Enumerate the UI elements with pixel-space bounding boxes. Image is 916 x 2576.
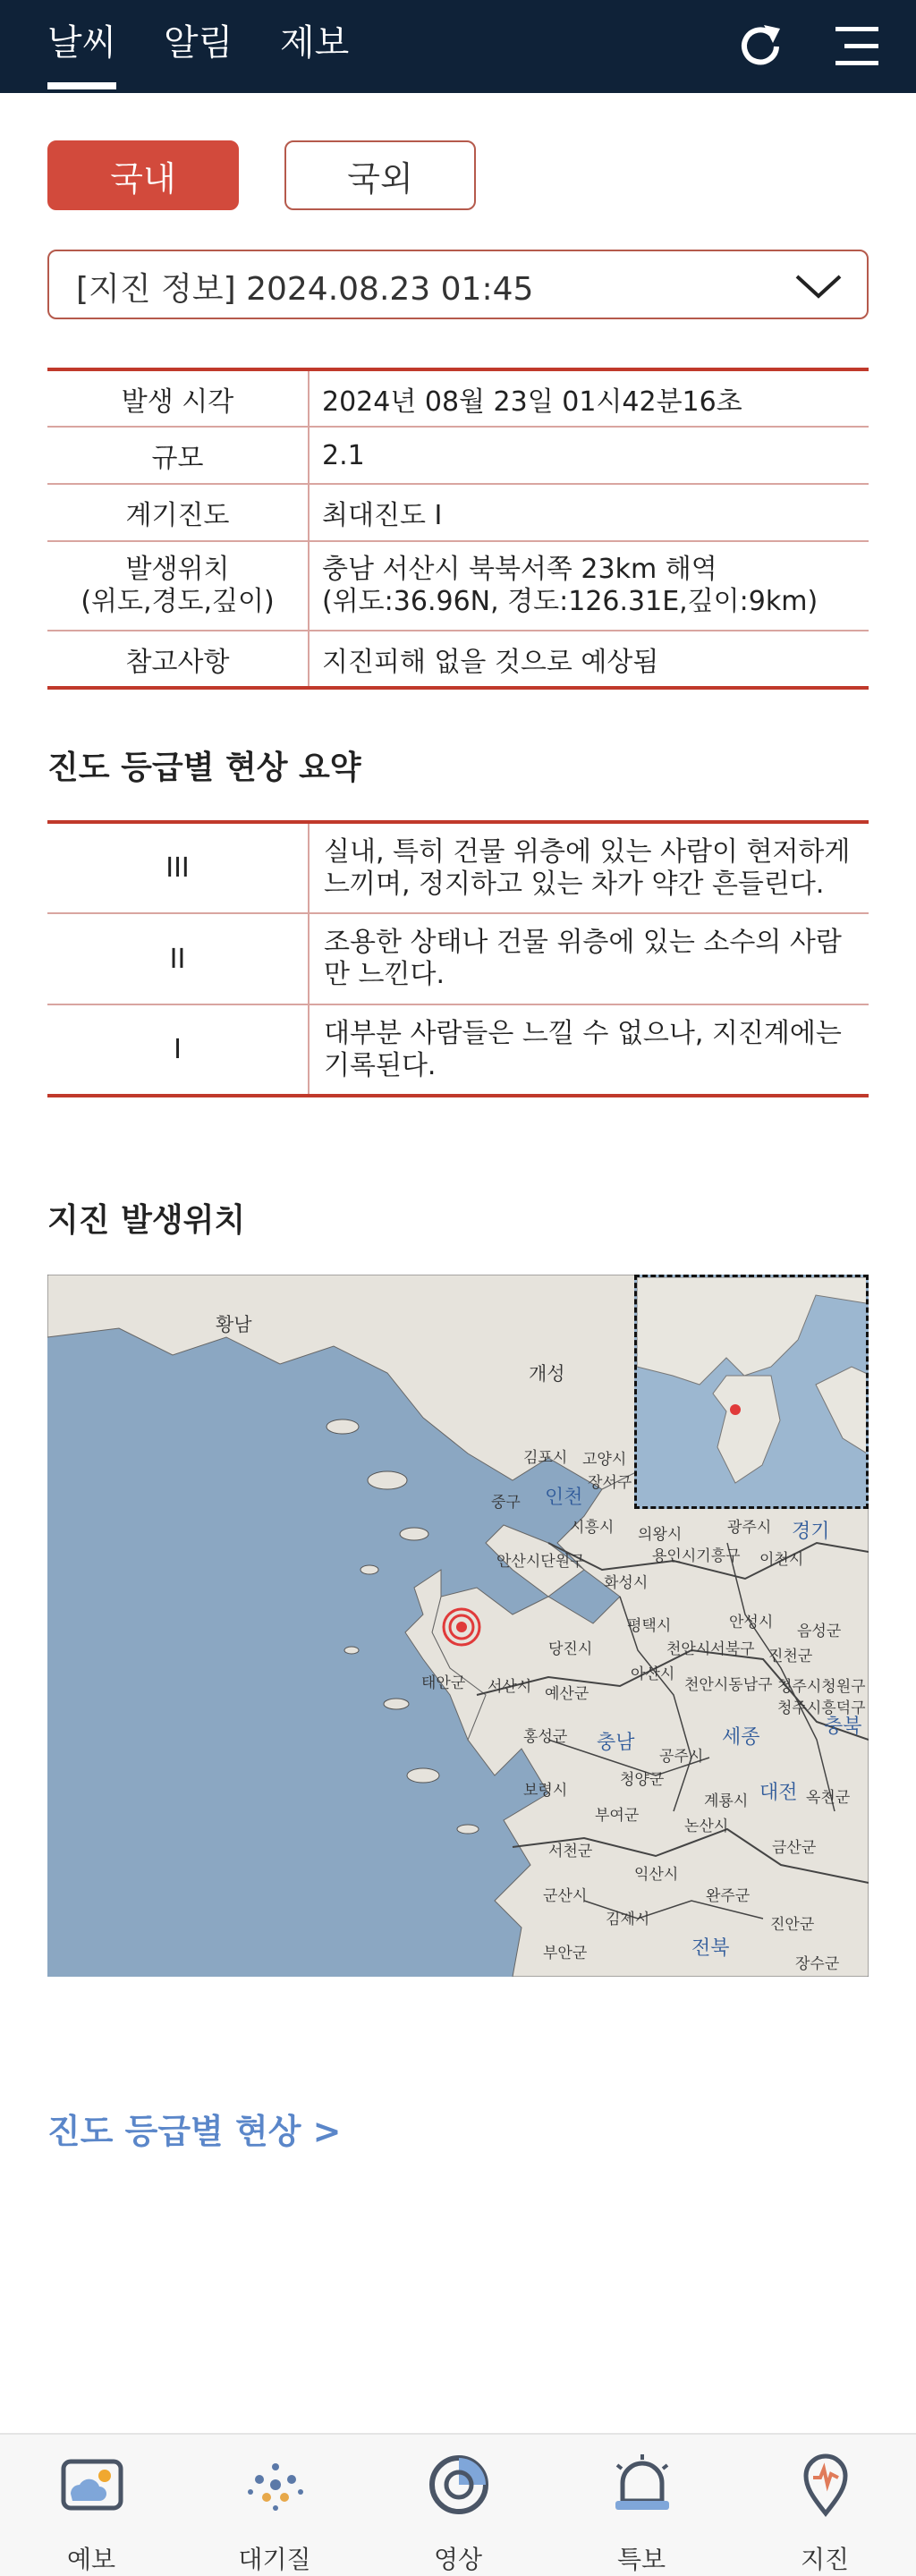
place-label: 천안시서북구	[666, 1640, 755, 1658]
table-row	[47, 541, 869, 631]
info-key: 발생위치 (위도,경도,깊이)	[47, 541, 309, 631]
place-label: 화성시	[604, 1574, 649, 1592]
place-label: 부안군	[543, 1945, 588, 1962]
place-label: 군산시	[543, 1887, 588, 1905]
intensity-phenomena-link[interactable]: 진도 등급별 현상 >	[47, 2112, 342, 2151]
place-label: 의왕시	[638, 1526, 683, 1544]
table-row	[47, 1004, 869, 1096]
overview-map-terrain	[637, 1277, 869, 1509]
epicenter-map[interactable]	[47, 1275, 869, 1977]
summary-title: 진도 등급별 현상 요약	[47, 750, 361, 786]
top-header	[0, 0, 916, 93]
place-label: 인천	[545, 1487, 583, 1509]
place-label: 음성군	[797, 1623, 842, 1640]
table-row	[47, 913, 869, 1004]
place-label: 충북	[824, 1716, 862, 1738]
place-label: 중구	[491, 1494, 521, 1512]
place-label: 진천군	[768, 1648, 813, 1665]
intensity-level: II	[47, 913, 309, 1004]
table-row	[47, 427, 869, 484]
map-title: 지진 발생위치	[47, 1202, 246, 1239]
info-value: 지진피해 없을 것으로 예상됨	[322, 646, 659, 678]
intensity-desc: 실내, 특히 건물 위층에 있는 사람이 현저하게 느끼며, 정지하고 있는 차가 약간 흔들린다.	[309, 822, 869, 913]
table-row	[47, 484, 869, 541]
place-label: 홍성군	[523, 1728, 568, 1746]
nav-label: 특보	[616, 2545, 666, 2574]
place-label: 청주시청원구	[777, 1678, 866, 1696]
overview-inset-map	[634, 1275, 869, 1509]
table-row	[47, 631, 869, 688]
place-label: 공주시	[659, 1748, 704, 1766]
place-label: 김제시	[606, 1911, 650, 1928]
place-label: 세종	[722, 1726, 760, 1749]
nav-label: 지진	[800, 2545, 850, 2574]
intensity-desc: 대부분 사람들은 느낄 수 없으나, 지진계에는 기록된다.	[324, 1017, 842, 1081]
info-key: 발생 시각	[47, 369, 309, 427]
info-key: 참고사항	[47, 631, 309, 688]
place-label: 익산시	[634, 1866, 679, 1884]
place-label: 서천군	[548, 1843, 593, 1860]
tab-weather[interactable]: 날씨	[47, 14, 116, 65]
info-value: 2024년 08월 23일 01시42분16초	[309, 369, 869, 427]
place-label: 황남	[216, 1314, 252, 1335]
intensity-level: I	[47, 1004, 309, 1096]
place-label: 김포시	[523, 1449, 568, 1467]
place-label: 용인시기흥구	[652, 1547, 741, 1565]
quake-select[interactable]	[47, 250, 869, 319]
place-label: 장수군	[795, 1955, 840, 1973]
overseas-toggle[interactable]: 국외	[284, 140, 476, 210]
place-label: 태안군	[421, 1674, 466, 1692]
menu-icon[interactable]	[830, 20, 884, 73]
air-quality-icon	[243, 2453, 308, 2517]
nav-label: 대기질	[238, 2545, 311, 2574]
earthquake-pin-icon	[793, 2453, 858, 2517]
place-label: 옥천군	[806, 1789, 851, 1807]
quake-select-value: [지진 정보] 2024.08.23 01:45	[76, 271, 534, 308]
place-label: 이천시	[759, 1551, 804, 1569]
place-label: 청주시흥덕구	[777, 1699, 866, 1717]
place-label: 진안군	[770, 1916, 815, 1934]
tab-alerts[interactable]: 알림	[164, 22, 233, 64]
domestic-toggle[interactable]: 국내	[47, 140, 239, 210]
place-label: 계룡시	[704, 1792, 749, 1810]
place-label: 안산시단원구	[496, 1553, 585, 1571]
place-label: 장서구	[588, 1474, 632, 1492]
place-label: 시흥시	[570, 1519, 615, 1537]
place-label: 안성시	[729, 1614, 774, 1631]
place-label: 논산시	[684, 1818, 729, 1835]
nav-label: 예보	[66, 2545, 116, 2574]
alert-siren-icon	[610, 2453, 674, 2517]
info-key: 계기진도	[47, 484, 309, 541]
place-label: 대전	[759, 1782, 798, 1804]
place-label: 광주시	[727, 1519, 772, 1537]
epicenter-marker-icon	[444, 1609, 479, 1645]
satellite-image-icon	[427, 2453, 491, 2517]
place-label: 고양시	[582, 1451, 627, 1469]
place-label: 금산군	[772, 1839, 817, 1857]
info-value: 충남 서산시 북북서쪽 23km 해역 (위도:36.96N, 경도:126.31E,깊이:9km)	[309, 541, 869, 631]
place-label: 전북	[691, 1937, 730, 1960]
info-value: 최대진도 Ⅰ	[309, 484, 869, 541]
place-label: 아산시	[631, 1665, 675, 1683]
place-label: 개성	[529, 1363, 565, 1385]
nav-label: 영상	[433, 2545, 483, 2574]
tab-report[interactable]: 제보	[280, 22, 350, 64]
place-label: 평택시	[627, 1617, 672, 1635]
info-value: 2.1	[309, 427, 869, 484]
place-label: 천안시동남구	[684, 1676, 773, 1694]
table-row	[47, 369, 869, 427]
intensity-summary-table	[47, 820, 869, 1097]
place-label: 서산시	[488, 1678, 532, 1696]
forecast-icon	[60, 2453, 124, 2517]
table-row	[47, 822, 869, 913]
bottom-nav	[0, 2433, 916, 2576]
place-label: 충남	[597, 1732, 635, 1754]
place-label: 부여군	[595, 1807, 640, 1825]
place-label: 완주군	[706, 1887, 751, 1905]
info-key: 규모	[47, 427, 309, 484]
place-label: 예산군	[545, 1685, 589, 1703]
chevron-down-icon	[793, 271, 844, 301]
quake-info-table	[47, 368, 869, 690]
place-label: 보령시	[523, 1782, 568, 1800]
intensity-level: III	[47, 822, 309, 913]
refresh-icon[interactable]	[734, 20, 787, 73]
place-label: 경기	[792, 1521, 830, 1543]
place-label: 당진시	[548, 1640, 593, 1658]
intensity-desc: 조용한 상태나 건물 위층에 있는 소수의 사람만 느낀다.	[309, 913, 869, 1004]
place-label: 청양군	[620, 1771, 665, 1789]
